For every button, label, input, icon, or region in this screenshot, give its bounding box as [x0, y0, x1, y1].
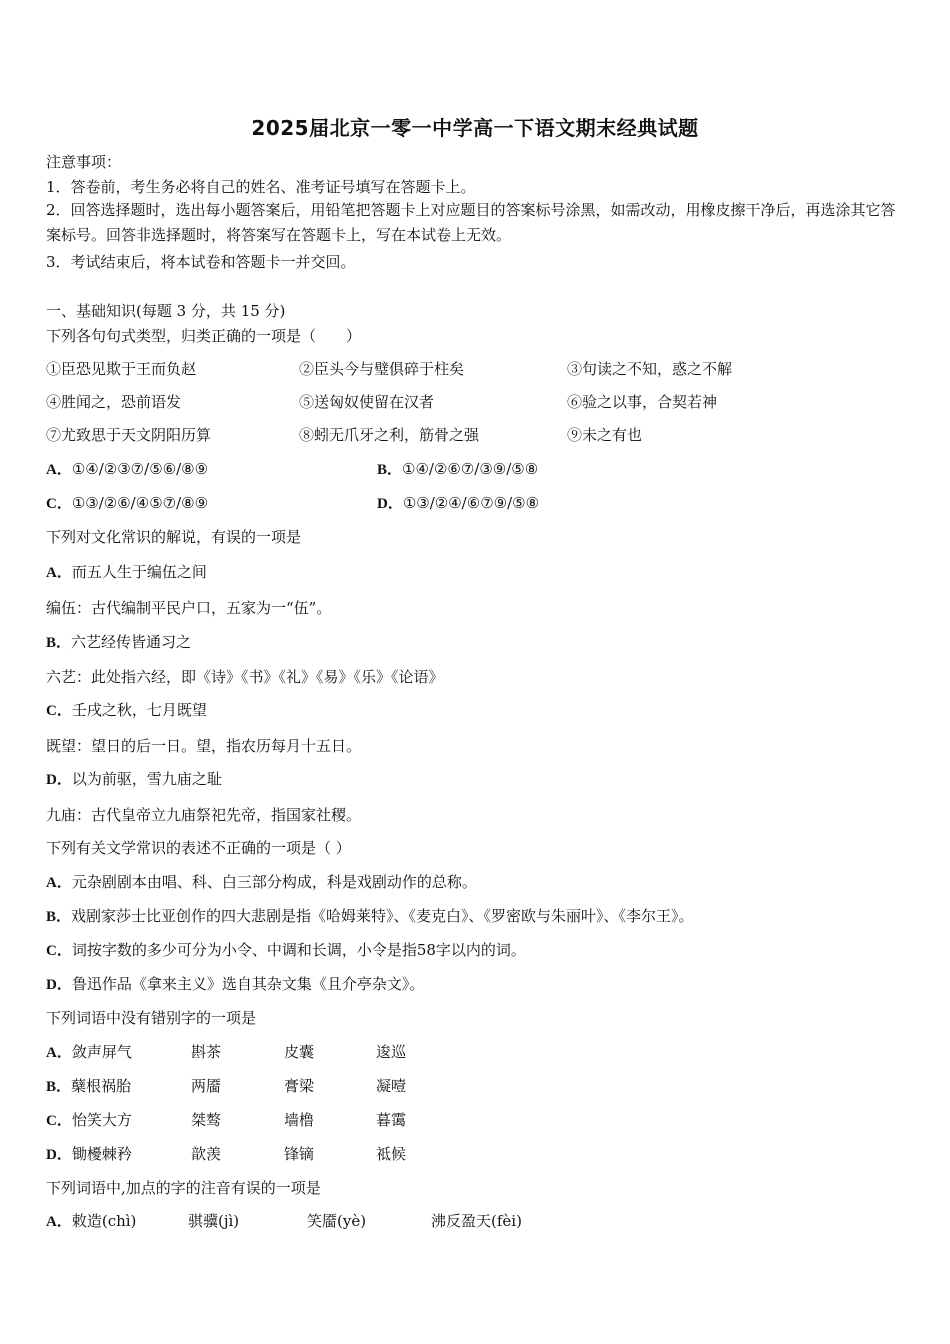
q4-option-d: D．锄櫌棘矜 — [46, 1145, 132, 1163]
q4-word: 逡巡 — [376, 1043, 407, 1061]
q5-stem: 下列词语中,加点的字的注音有误的一项是 — [46, 1179, 321, 1197]
q4-option-c: C．怡笑大方 — [46, 1111, 132, 1129]
q2-note-b: 六艺：此处指六经，即《诗》《书》《礼》《易》《乐》《论语》 — [46, 668, 444, 686]
q5-word: 沸反盈天(fèi) — [431, 1212, 522, 1230]
q5-word: 笑靥(yè) — [307, 1212, 367, 1230]
q1-sentence: ⑧蚓无爪牙之利，筋骨之强 — [299, 426, 480, 444]
q4-word: 歆羡 — [191, 1145, 222, 1163]
q4-word: 桀骜 — [191, 1111, 222, 1129]
q4-word: 斟茶 — [191, 1043, 222, 1061]
q1-option-d: D．①③/②④/⑥⑦⑨/⑤⑧ — [377, 494, 540, 512]
notice-item-1: 1．答卷前，考生务必将自己的姓名、准考证号填写在答题卡上。 — [46, 178, 476, 196]
q5-word: 骐骥(jì) — [188, 1212, 240, 1230]
q1-stem: 下列各句句式类型，归类正确的一项是（ ） — [46, 327, 362, 345]
q3-option-a: A．元杂剧剧本由唱、科、白三部分构成，科是戏剧动作的总称。 — [46, 873, 477, 891]
q3-option-c: C．词按字数的多少可分为小令、中调和长调，小令是指58字以内的词。 — [46, 941, 526, 959]
q4-word: 暮霭 — [376, 1111, 407, 1129]
q4-word: 两靥 — [191, 1077, 222, 1095]
q1-sentence: ④胜闻之，恐前语发 — [46, 393, 182, 411]
q4-word: 墙橹 — [284, 1111, 315, 1129]
q4-word: 祗候 — [376, 1145, 407, 1163]
q2-stem: 下列对文化常识的解说，有误的一项是 — [46, 528, 302, 546]
q1-sentence: ⑨未之有也 — [567, 426, 643, 444]
notice-item-3: 3．考试结束后，将本试卷和答题卡一并交回。 — [46, 253, 356, 271]
q4-option-b: B．蘖根祸胎 — [46, 1077, 132, 1095]
q1-sentence: ②臣头今与璧俱碎于柱矣 — [299, 360, 465, 378]
q2-option-c: C．壬戌之秋，七月既望 — [46, 701, 207, 719]
q2-option-b: B．六艺经传皆通习之 — [46, 633, 192, 651]
q4-word: 膏梁 — [284, 1077, 315, 1095]
q1-option-c: C．①③/②⑥/④⑤⑦/⑧⑨ — [46, 494, 209, 512]
page-title: 2025届北京一零一中学高一下语文期末经典试题 — [251, 116, 699, 140]
notice-heading: 注意事项： — [46, 153, 122, 171]
q3-stem: 下列有关文学常识的表述不正确的一项是（ ） — [46, 839, 351, 857]
q2-note-a: 编伍：古代编制平民户口，五家为一“伍”。 — [46, 599, 332, 617]
q2-option-d: D．以为前驱，雪九庙之耻 — [46, 770, 222, 788]
section-heading: 一、基础知识(每题 3 分，共 15 分) — [46, 302, 286, 320]
q1-sentence: ③句读之不知，惑之不解 — [567, 360, 733, 378]
q4-word: 锋镝 — [284, 1145, 315, 1163]
q1-sentence: ⑦尤致思于天文阴阳历算 — [46, 426, 212, 444]
q4-stem: 下列词语中没有错别字的一项是 — [46, 1009, 257, 1027]
q2-note-d: 九庙：古代皇帝立九庙祭祀先帝，指国家社稷。 — [46, 806, 362, 824]
q1-sentence: ①臣恐见欺于王而负赵 — [46, 360, 197, 378]
q1-option-b: B．①④/②⑥⑦/③⑨/⑤⑧ — [377, 460, 539, 478]
q5-option-a: A．敕造(chì) — [46, 1212, 137, 1230]
q4-word: 皮囊 — [284, 1043, 315, 1061]
notice-item-2: 2．回答选择题时，选出每小题答案后，用铅笔把答题卡上对应题目的答案标号涂黑，如需改动，用橡皮擦干净后，再选涂其它答案标号。回答非选择题时，将答案写在答题卡上，写在本试卷上无效。 — [46, 201, 896, 244]
q2-option-a: A．而五人生于编伍之间 — [46, 563, 207, 581]
q1-sentence: ⑥验之以事，合契若神 — [567, 393, 718, 411]
q2-note-c: 既望：望日的后一日。望，指农历每月十五日。 — [46, 737, 362, 755]
q3-option-b: B．戏剧家莎士比亚创作的四大悲剧是指《哈姆莱特》、《麦克白》、《罗密欧与朱丽叶》、《李尔王》。 — [46, 907, 694, 925]
q4-word: 凝噎 — [376, 1077, 407, 1095]
q3-option-d: D．鲁迅作品《拿来主义》选自其杂文集《且介亭杂文》。 — [46, 975, 425, 993]
q1-sentence: ⑤送匈奴使留在汉者 — [299, 393, 435, 411]
q4-option-a: A．敛声屏气 — [46, 1043, 132, 1061]
q1-option-a: A．①④/②③⑦/⑤⑥/⑧⑨ — [46, 460, 209, 478]
